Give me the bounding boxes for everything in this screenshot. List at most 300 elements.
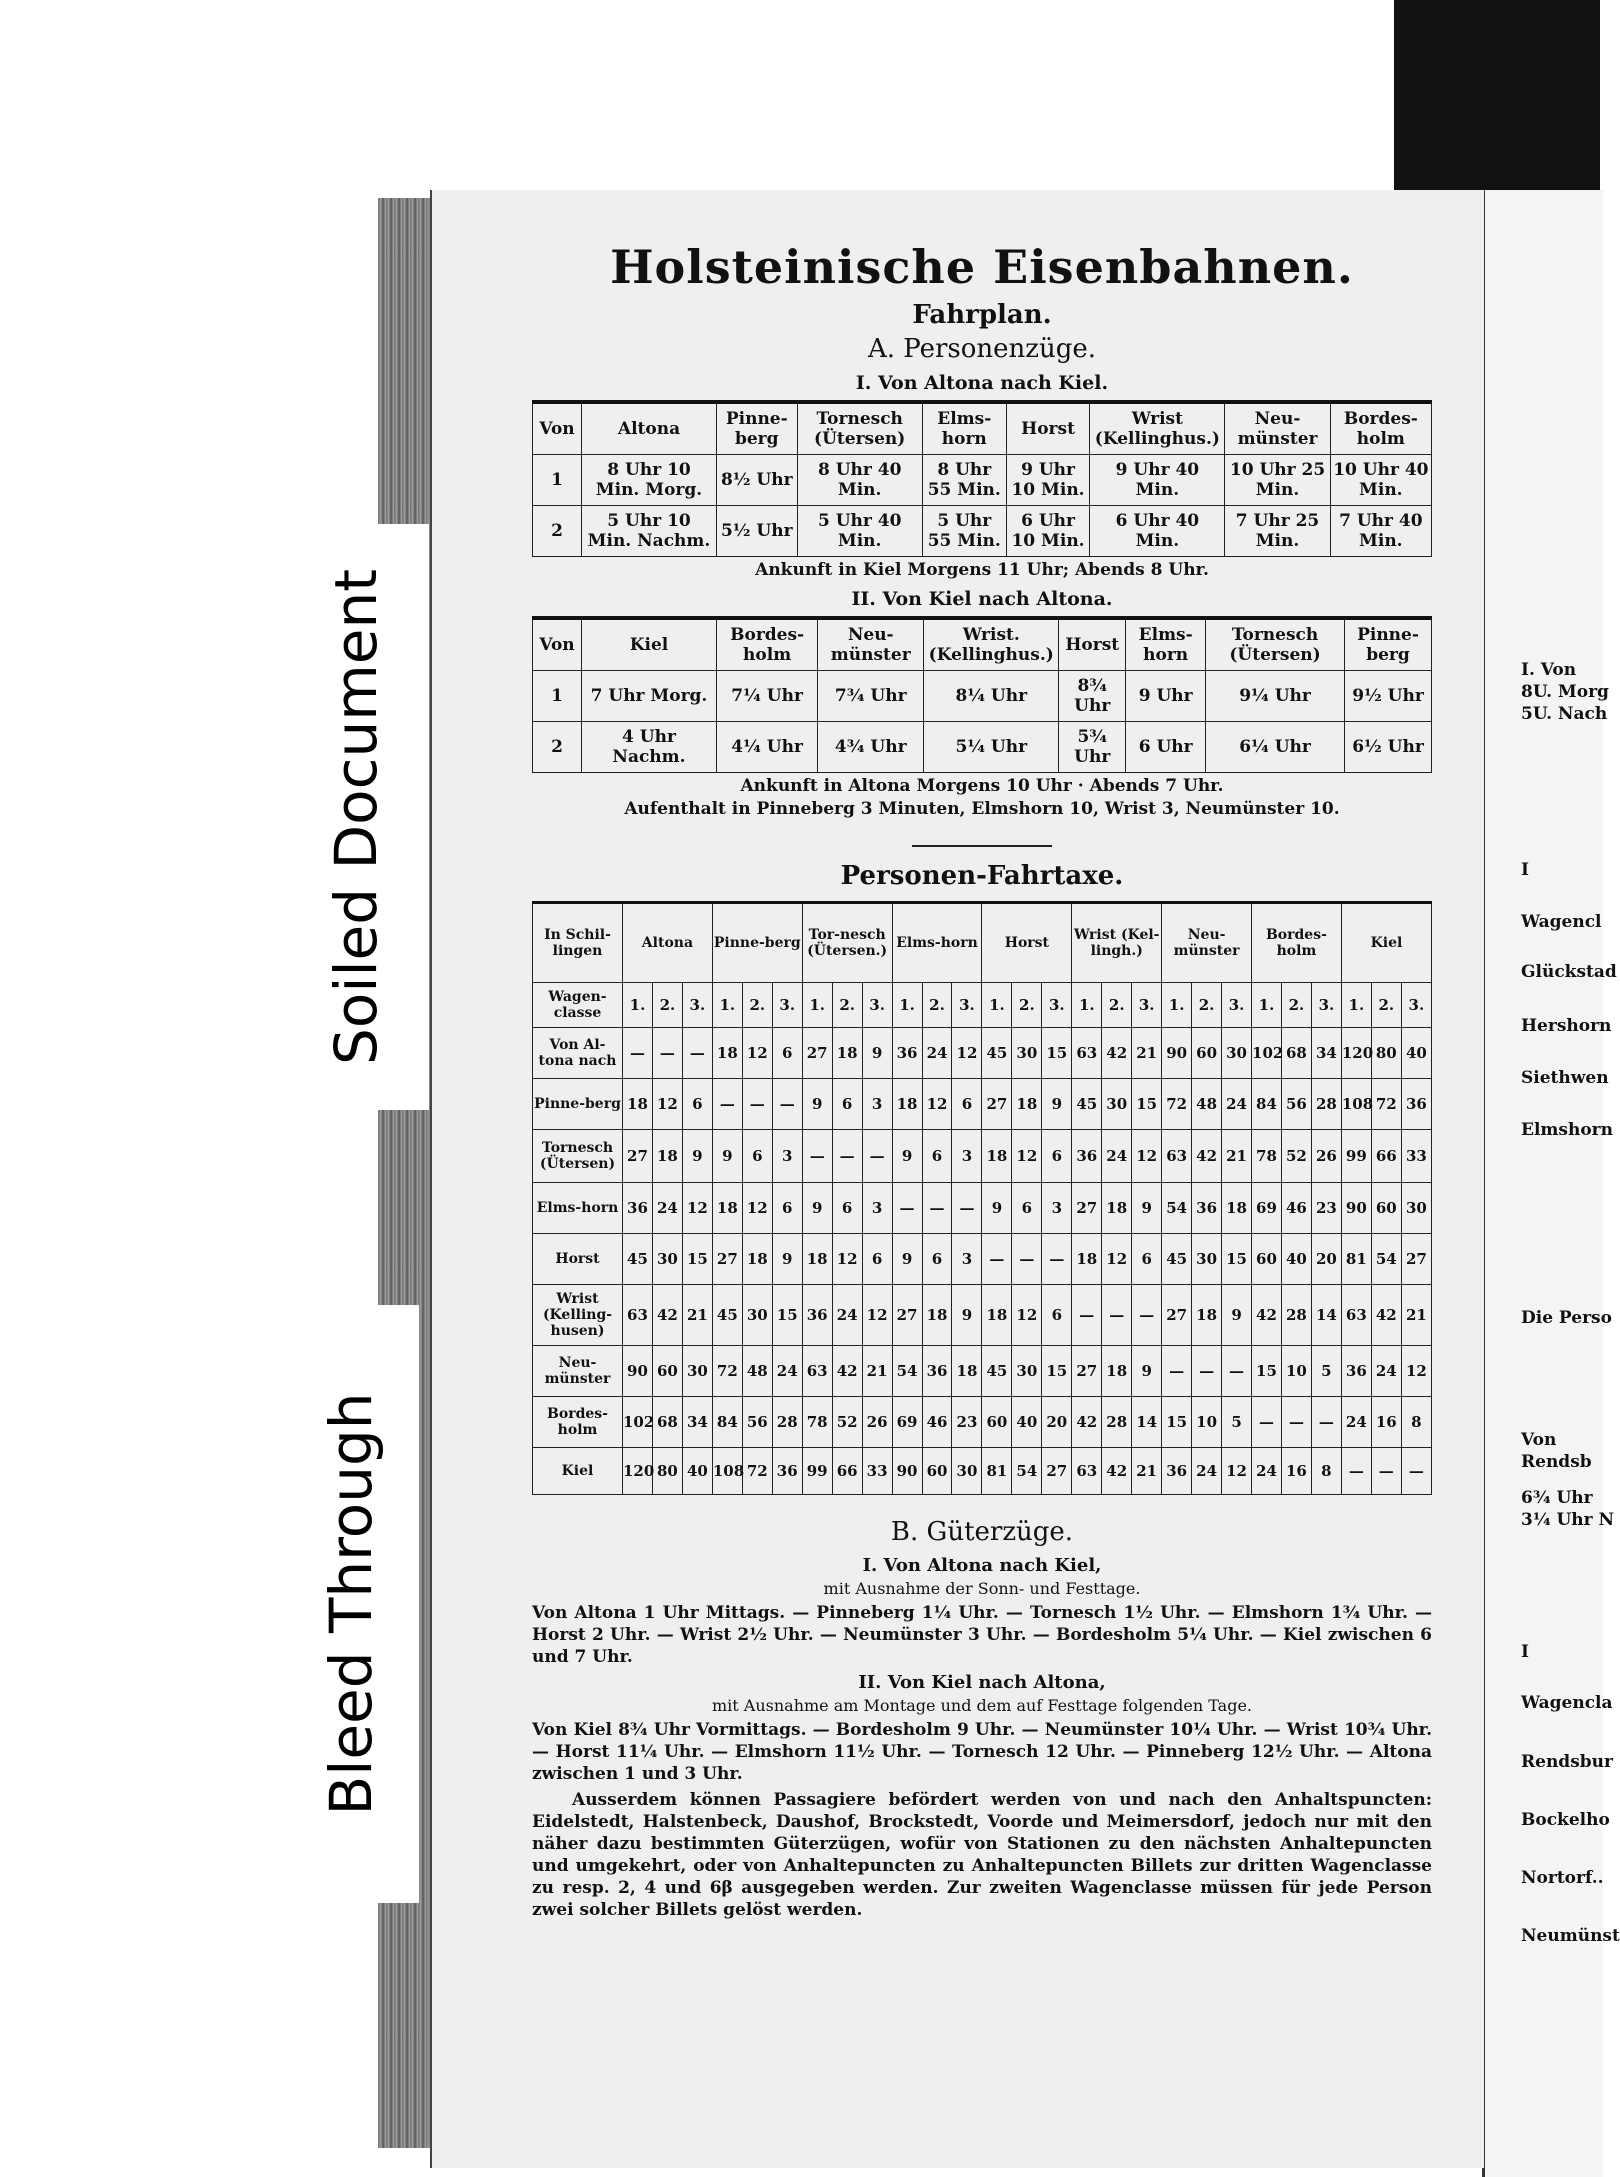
- fare-row: [533, 1028, 1432, 1079]
- fare-cell: 12: [832, 1234, 862, 1285]
- fare-cell: 18: [802, 1234, 832, 1285]
- fare-class-cell: 3.: [1132, 983, 1162, 1028]
- table-cell: 8½ Uhr: [717, 455, 798, 506]
- fare-cell: —: [892, 1183, 922, 1234]
- soiled-document-label: [283, 524, 429, 1110]
- fare-class-cell: 2.: [1371, 983, 1401, 1028]
- fare-cell: 12: [1222, 1448, 1252, 1495]
- fare-cell: 36: [623, 1183, 653, 1234]
- fare-cell: 81: [1341, 1234, 1371, 1285]
- table-cell: 7 Uhr 25 Min.: [1225, 506, 1330, 557]
- fare-row-label: Wrist (Kelling-husen): [533, 1285, 623, 1346]
- header-cell: Tornesch (Ütersen): [797, 402, 922, 455]
- fare-cell: —: [712, 1079, 742, 1130]
- fare-cell: 30: [1222, 1028, 1252, 1079]
- fare-cell: 21: [1132, 1448, 1162, 1495]
- fare-title: Personen-Fahrtaxe.: [840, 861, 1124, 891]
- fare-cell: 18: [952, 1346, 982, 1397]
- fare-class-cell: 2.: [832, 983, 862, 1028]
- fare-cell: 46: [1281, 1183, 1311, 1234]
- fare-cell: 18: [1102, 1183, 1132, 1234]
- fare-row-label: Bordes-holm: [533, 1397, 623, 1448]
- fare-cell: 56: [1281, 1079, 1311, 1130]
- fare-cell: 84: [1252, 1079, 1282, 1130]
- fare-cell: —: [1192, 1346, 1222, 1397]
- fare-cell: 63: [623, 1285, 653, 1346]
- fare-cell: 69: [1252, 1183, 1282, 1234]
- fare-row: [533, 1397, 1432, 1448]
- fare-class-cell: 1.: [623, 983, 653, 1028]
- fare-cell: 102: [623, 1397, 653, 1448]
- fare-cell: 52: [1281, 1130, 1311, 1183]
- fare-cell: 27: [802, 1028, 832, 1079]
- fare-cell: 40: [1281, 1234, 1311, 1285]
- fare-cell: 48: [1192, 1079, 1222, 1130]
- fare-cell: 3: [862, 1079, 892, 1130]
- fare-cell: 24: [772, 1346, 802, 1397]
- fare-cell: 18: [623, 1079, 653, 1130]
- fare-header-row: [533, 903, 1432, 983]
- fare-cell: 46: [922, 1397, 952, 1448]
- fare-class-cell: 3.: [682, 983, 712, 1028]
- fare-cell: 102: [1252, 1028, 1282, 1079]
- header-cell: Wrist (Kellinghus.): [1090, 402, 1225, 455]
- fare-cell: 33: [1401, 1130, 1431, 1183]
- fare-row-label: Pinne-berg: [533, 1079, 623, 1130]
- fare-cell: 21: [862, 1346, 892, 1397]
- fare-cell: 78: [1252, 1130, 1282, 1183]
- fare-cell: 5: [1311, 1346, 1341, 1397]
- fare-class-cell: 1.: [892, 983, 922, 1028]
- fare-cell: 36: [1192, 1183, 1222, 1234]
- table-cell: 5 Uhr 40 Min.: [797, 506, 922, 557]
- fare-cell: 26: [1311, 1130, 1341, 1183]
- header-cell: Neu-münster: [818, 618, 924, 671]
- fare-cell: 8: [1401, 1397, 1431, 1448]
- header-cell: Von: [533, 402, 582, 455]
- fare-cell: 30: [1102, 1079, 1132, 1130]
- facing-text: Wagencla: [1521, 1693, 1613, 1713]
- fare-cell: 30: [952, 1448, 982, 1495]
- fare-cell: 99: [1341, 1130, 1371, 1183]
- section-b-heading: B. Güterzüge.: [890, 1517, 1074, 1547]
- fare-cell: 18: [922, 1285, 952, 1346]
- fare-cell: 80: [1371, 1028, 1401, 1079]
- fare-cell: 18: [982, 1285, 1012, 1346]
- fare-cell: —: [772, 1079, 802, 1130]
- route2-table: [532, 616, 1432, 773]
- fare-cell: 28: [772, 1397, 802, 1448]
- fare-cell: 3: [952, 1130, 982, 1183]
- fare-cell: 5: [1222, 1397, 1252, 1448]
- table-cell: 8¾ Uhr: [1059, 671, 1126, 722]
- fare-cell: 27: [623, 1130, 653, 1183]
- header-cell: Von: [533, 618, 582, 671]
- fare-cell: 108: [712, 1448, 742, 1495]
- route1-arrival-note: Ankunft in Kiel Morgens 11 Uhr; Abends 8 Uhr.: [755, 560, 1209, 580]
- facing-text: Die Perso: [1521, 1308, 1612, 1328]
- header-cell: Kiel: [582, 618, 717, 671]
- fare-class-cell: 3.: [952, 983, 982, 1028]
- fare-cell: 72: [1162, 1079, 1192, 1130]
- fare-cell: 45: [1072, 1079, 1102, 1130]
- fare-station-header: Altona: [623, 903, 713, 983]
- fare-cell: 15: [1222, 1234, 1252, 1285]
- fare-cell: 24: [1192, 1448, 1222, 1495]
- gueter-route1-subheading: mit Ausnahme der Sonn- und Festtage.: [823, 1579, 1141, 1598]
- fare-cell: 36: [1072, 1130, 1102, 1183]
- fare-cell: 14: [1132, 1397, 1162, 1448]
- fare-cell: 3: [862, 1183, 892, 1234]
- fare-cell: —: [1401, 1448, 1431, 1495]
- header-cell: Tornesch (Ütersen): [1206, 618, 1345, 671]
- bleed-through-label-text: Bleed Through: [317, 1392, 385, 1816]
- fare-cell: 12: [1401, 1346, 1431, 1397]
- fare-cell: 27: [892, 1285, 922, 1346]
- fare-cell: 90: [1162, 1028, 1192, 1079]
- fare-class-cell: 1.: [1162, 983, 1192, 1028]
- table-cell: 8¼ Uhr: [924, 671, 1059, 722]
- fare-cell: 63: [802, 1346, 832, 1397]
- fare-cell: 81: [982, 1448, 1012, 1495]
- fare-cell: 6: [832, 1079, 862, 1130]
- fare-cell: 24: [652, 1183, 682, 1234]
- fare-cell: 6: [1042, 1285, 1072, 1346]
- gueter-route2-subheading: mit Ausnahme am Montage und dem auf Festtage folgenden Tage.: [711, 1696, 1253, 1715]
- fare-cell: —: [1311, 1397, 1341, 1448]
- fare-cell: 16: [1281, 1448, 1311, 1495]
- fare-cell: 36: [1341, 1346, 1371, 1397]
- fare-cell: 20: [1311, 1234, 1341, 1285]
- fare-row: [533, 1285, 1432, 1346]
- table-cell: 7 Uhr Morg.: [582, 671, 717, 722]
- fare-cell: 24: [922, 1028, 952, 1079]
- route1-heading: I. Von Altona nach Kiel.: [855, 372, 1109, 394]
- fare-class-cell: 1.: [982, 983, 1012, 1028]
- fare-class-cell: 1.: [1252, 983, 1282, 1028]
- fare-cell: 45: [623, 1234, 653, 1285]
- fare-class-cell: 1.: [1072, 983, 1102, 1028]
- fare-cell: 36: [802, 1285, 832, 1346]
- fare-class-cell: 2.: [742, 983, 772, 1028]
- table-cell: 4¼ Uhr: [717, 722, 818, 773]
- table-cell: 5 Uhr 10 Min. Nachm.: [582, 506, 717, 557]
- table-cell: 9¼ Uhr: [1206, 671, 1345, 722]
- fare-cell: 99: [802, 1448, 832, 1495]
- facing-text: I: [1521, 1642, 1529, 1662]
- table-cell: 1: [533, 455, 582, 506]
- fare-cell: 63: [1341, 1285, 1371, 1346]
- fare-cell: 9: [802, 1079, 832, 1130]
- fare-cell: 27: [1162, 1285, 1192, 1346]
- table-cell: 5¾ Uhr: [1059, 722, 1126, 773]
- fare-row-label: Elms-horn: [533, 1183, 623, 1234]
- fare-class-cell: 3.: [1401, 983, 1431, 1028]
- fare-cell: 60: [1252, 1234, 1282, 1285]
- fare-cell: 42: [1072, 1397, 1102, 1448]
- fare-cell: 26: [862, 1397, 892, 1448]
- fare-cell: 27: [982, 1079, 1012, 1130]
- fare-cell: 72: [1371, 1079, 1401, 1130]
- fare-cell: 3: [772, 1130, 802, 1183]
- fare-cell: 6: [832, 1183, 862, 1234]
- header-cell: Altona: [582, 402, 717, 455]
- fare-station-header: Elms-horn: [892, 903, 982, 983]
- fare-cell: 28: [1102, 1397, 1132, 1448]
- gueter-route1-heading: I. Von Altona nach Kiel,: [862, 1555, 1102, 1576]
- fare-cell: 36: [922, 1346, 952, 1397]
- fare-cell: 18: [1102, 1346, 1132, 1397]
- fare-cell: 48: [742, 1346, 772, 1397]
- header-cell: Elms-horn: [1126, 618, 1206, 671]
- fare-cell: 42: [1252, 1285, 1282, 1346]
- fare-cell: —: [1162, 1346, 1192, 1397]
- fare-station-header: Horst: [982, 903, 1072, 983]
- fare-cell: 42: [1102, 1448, 1132, 1495]
- fare-class-cell: 2.: [1281, 983, 1311, 1028]
- page-content: [532, 240, 1432, 1925]
- fare-cell: 42: [832, 1346, 862, 1397]
- fare-cell: 12: [1012, 1130, 1042, 1183]
- fare-corner-cell: In Schil-lingen: [533, 903, 623, 983]
- fare-row: [533, 1448, 1432, 1495]
- fare-cell: 27: [1072, 1183, 1102, 1234]
- fare-cell: 54: [892, 1346, 922, 1397]
- fare-cell: 15: [1042, 1346, 1072, 1397]
- fare-cell: 52: [832, 1397, 862, 1448]
- fare-cell: 54: [1162, 1183, 1192, 1234]
- fare-cell: 45: [982, 1346, 1012, 1397]
- fare-cell: 6: [922, 1234, 952, 1285]
- fare-row-label: Tornesch (Ütersen): [533, 1130, 623, 1183]
- facing-text: Rendsb: [1521, 1452, 1592, 1472]
- fare-cell: 6: [682, 1079, 712, 1130]
- fare-cell: 30: [1401, 1183, 1431, 1234]
- facing-text: Bockelho: [1521, 1810, 1610, 1830]
- header-cell: Bordes-holm: [1330, 402, 1431, 455]
- table-cell: 2: [533, 506, 582, 557]
- fare-cell: 18: [1072, 1234, 1102, 1285]
- fare-cell: 34: [682, 1397, 712, 1448]
- fare-cell: 27: [1072, 1346, 1102, 1397]
- fare-cell: 16: [1371, 1397, 1401, 1448]
- fare-class-cell: 3.: [1042, 983, 1072, 1028]
- fare-cell: 18: [742, 1234, 772, 1285]
- fare-cell: 9: [802, 1183, 832, 1234]
- fare-cell: 6: [1132, 1234, 1162, 1285]
- fare-cell: 30: [652, 1234, 682, 1285]
- fare-cell: 18: [892, 1079, 922, 1130]
- facing-text: Rendsbur: [1521, 1752, 1613, 1772]
- fare-table: [532, 901, 1432, 1495]
- fare-class-label: Wagen-classe: [533, 983, 623, 1028]
- fare-cell: 45: [712, 1285, 742, 1346]
- fare-cell: 12: [682, 1183, 712, 1234]
- fare-row: [533, 1346, 1432, 1397]
- fare-cell: —: [1102, 1285, 1132, 1346]
- fare-cell: 24: [1222, 1079, 1252, 1130]
- table-cell: 6½ Uhr: [1345, 722, 1432, 773]
- fare-cell: —: [1222, 1346, 1252, 1397]
- facing-text: Neumünst: [1521, 1926, 1620, 1946]
- fare-cell: 90: [1341, 1183, 1371, 1234]
- section-divider: [912, 845, 1052, 847]
- fare-cell: 72: [742, 1448, 772, 1495]
- fare-cell: 14: [1311, 1285, 1341, 1346]
- fare-row-label: Von Al-tona nach: [533, 1028, 623, 1079]
- fare-cell: 42: [1102, 1028, 1132, 1079]
- table-cell: 4¾ Uhr: [818, 722, 924, 773]
- fare-cell: 68: [652, 1397, 682, 1448]
- fare-cell: 12: [742, 1028, 772, 1079]
- fare-cell: 21: [682, 1285, 712, 1346]
- fare-cell: 21: [1222, 1130, 1252, 1183]
- fare-cell: —: [1252, 1397, 1282, 1448]
- fare-cell: 120: [623, 1448, 653, 1495]
- fare-station-header: Tor-nesch (Ütersen.): [802, 903, 892, 983]
- fare-cell: 66: [1371, 1130, 1401, 1183]
- fare-cell: 27: [712, 1234, 742, 1285]
- fare-class-cell: 2.: [922, 983, 952, 1028]
- facing-text: I. Von: [1521, 660, 1577, 680]
- table-row: [533, 671, 1432, 722]
- fare-cell: 90: [623, 1346, 653, 1397]
- header-cell: Neu-münster: [1225, 402, 1330, 455]
- fare-cell: 18: [1192, 1285, 1222, 1346]
- table-header-row: [533, 402, 1432, 455]
- fare-cell: 33: [862, 1448, 892, 1495]
- fare-cell: 36: [892, 1028, 922, 1079]
- fare-cell: —: [1341, 1448, 1371, 1495]
- fare-row-label: Neu-münster: [533, 1346, 623, 1397]
- fare-cell: 84: [712, 1397, 742, 1448]
- fare-cell: 18: [1222, 1183, 1252, 1234]
- fare-cell: —: [1072, 1285, 1102, 1346]
- fare-station-header: Wrist (Kel-lingh.): [1072, 903, 1162, 983]
- fare-cell: 6: [742, 1130, 772, 1183]
- fare-cell: 12: [922, 1079, 952, 1130]
- fare-class-cell: 1.: [1341, 983, 1371, 1028]
- fare-row: [533, 1234, 1432, 1285]
- fare-cell: 68: [1281, 1028, 1311, 1079]
- fare-cell: 6: [922, 1130, 952, 1183]
- fare-cell: 60: [652, 1346, 682, 1397]
- header-cell: Bordes-holm: [717, 618, 818, 671]
- fare-row: [533, 1130, 1432, 1183]
- facing-text: 3¼ Uhr N: [1521, 1510, 1615, 1530]
- fare-cell: 27: [1042, 1448, 1072, 1495]
- fare-class-cell: 1.: [712, 983, 742, 1028]
- fare-cell: 45: [982, 1028, 1012, 1079]
- fare-cell: 9: [1222, 1285, 1252, 1346]
- fare-cell: 78: [802, 1397, 832, 1448]
- fare-cell: 66: [832, 1448, 862, 1495]
- fare-cell: 9: [952, 1285, 982, 1346]
- fare-cell: 40: [1401, 1028, 1431, 1079]
- passenger-note-text: Ausserdem können Passagiere befördert werden von und nach den Anhaltspuncten: Eidelstedt, Halstenbeck, Daushof, Brockstedt, Voorde und Meimersdorf, jedoch nur mit den näher dazu bestimmten Güterzügen, wofür von Stationen zu den nächsten Anhaltepuncten und umgekehrt, oder von Anhaltepuncten zu Anhaltepuncten Billets zur dritten Wagenclasse zu resp. 2, 4 und 6β ausgegeben werden. Zur zweiten Wagenclasse müssen für jede Person zwei solcher Billets gelöst werden.: [532, 1790, 1432, 1920]
- fare-cell: —: [1371, 1448, 1401, 1495]
- facing-text: Von: [1521, 1430, 1557, 1450]
- fare-cell: —: [1281, 1397, 1311, 1448]
- fare-cell: 18: [712, 1028, 742, 1079]
- table-cell: 9 Uhr 40 Min.: [1090, 455, 1225, 506]
- fare-cell: 30: [742, 1285, 772, 1346]
- fare-cell: —: [1012, 1234, 1042, 1285]
- fahrplan-heading: Fahrplan.: [912, 300, 1052, 330]
- gueter-route2-heading: II. Von Kiel nach Altona,: [858, 1672, 1106, 1693]
- fare-cell: 90: [892, 1448, 922, 1495]
- fare-cell: —: [832, 1130, 862, 1183]
- fare-station-header: Kiel: [1341, 903, 1431, 983]
- header-cell: Horst: [1006, 402, 1090, 455]
- fare-cell: 54: [1012, 1448, 1042, 1495]
- fare-class-cell: 2.: [1192, 983, 1222, 1028]
- table-cell: 7¾ Uhr: [818, 671, 924, 722]
- table-cell: 9½ Uhr: [1345, 671, 1432, 722]
- fare-row-label: Horst: [533, 1234, 623, 1285]
- table-cell: 9 Uhr: [1126, 671, 1206, 722]
- fare-class-cell: 2.: [1102, 983, 1132, 1028]
- header-cell: Pinne-berg: [1345, 618, 1432, 671]
- header-cell: Pinne-berg: [717, 402, 798, 455]
- fare-cell: 36: [1401, 1079, 1431, 1130]
- fare-cell: 9: [682, 1130, 712, 1183]
- table-cell: 7 Uhr 40 Min.: [1330, 506, 1431, 557]
- fare-cell: —: [652, 1028, 682, 1079]
- fare-cell: 42: [1192, 1130, 1222, 1183]
- fare-cell: 12: [1012, 1285, 1042, 1346]
- fare-cell: 34: [1311, 1028, 1341, 1079]
- fare-cell: 18: [652, 1130, 682, 1183]
- fare-cell: 10: [1281, 1346, 1311, 1397]
- fare-station-header: Pinne-berg: [712, 903, 802, 983]
- fare-cell: 63: [1072, 1448, 1102, 1495]
- fare-cell: 3: [1042, 1183, 1072, 1234]
- fare-cell: —: [1042, 1234, 1072, 1285]
- fare-cell: 36: [1162, 1448, 1192, 1495]
- table-cell: 6 Uhr 40 Min.: [1090, 506, 1225, 557]
- fare-cell: 24: [832, 1285, 862, 1346]
- table-cell: 10 Uhr 25 Min.: [1225, 455, 1330, 506]
- fare-cell: 27: [1401, 1234, 1431, 1285]
- fare-row: [533, 1079, 1432, 1130]
- table-cell: 5¼ Uhr: [924, 722, 1059, 773]
- table-cell: 2: [533, 722, 582, 773]
- fare-class-cell: 2.: [1012, 983, 1042, 1028]
- fare-cell: 80: [652, 1448, 682, 1495]
- fare-cell: 60: [982, 1397, 1012, 1448]
- fare-cell: 30: [1012, 1028, 1042, 1079]
- fare-cell: 8: [1311, 1448, 1341, 1495]
- table-cell: 5 Uhr 55 Min.: [922, 506, 1006, 557]
- header-cell: Elms-horn: [922, 402, 1006, 455]
- fare-cell: 20: [1042, 1397, 1072, 1448]
- facing-text: Nortorf..: [1521, 1868, 1604, 1888]
- fare-cell: —: [623, 1028, 653, 1079]
- bleed-through-label: [283, 1305, 419, 1903]
- table-row: [533, 722, 1432, 773]
- section-a-heading: A. Personenzüge.: [867, 334, 1097, 364]
- fare-cell: 9: [1042, 1079, 1072, 1130]
- fare-cell: 120: [1341, 1028, 1371, 1079]
- fare-cell: 60: [922, 1448, 952, 1495]
- fare-cell: 24: [1341, 1397, 1371, 1448]
- fare-cell: 3: [952, 1234, 982, 1285]
- fare-cell: 63: [1162, 1130, 1192, 1183]
- fare-cell: 6: [1042, 1130, 1072, 1183]
- table-cell: 8 Uhr 55 Min.: [922, 455, 1006, 506]
- fare-cell: 21: [1132, 1028, 1162, 1079]
